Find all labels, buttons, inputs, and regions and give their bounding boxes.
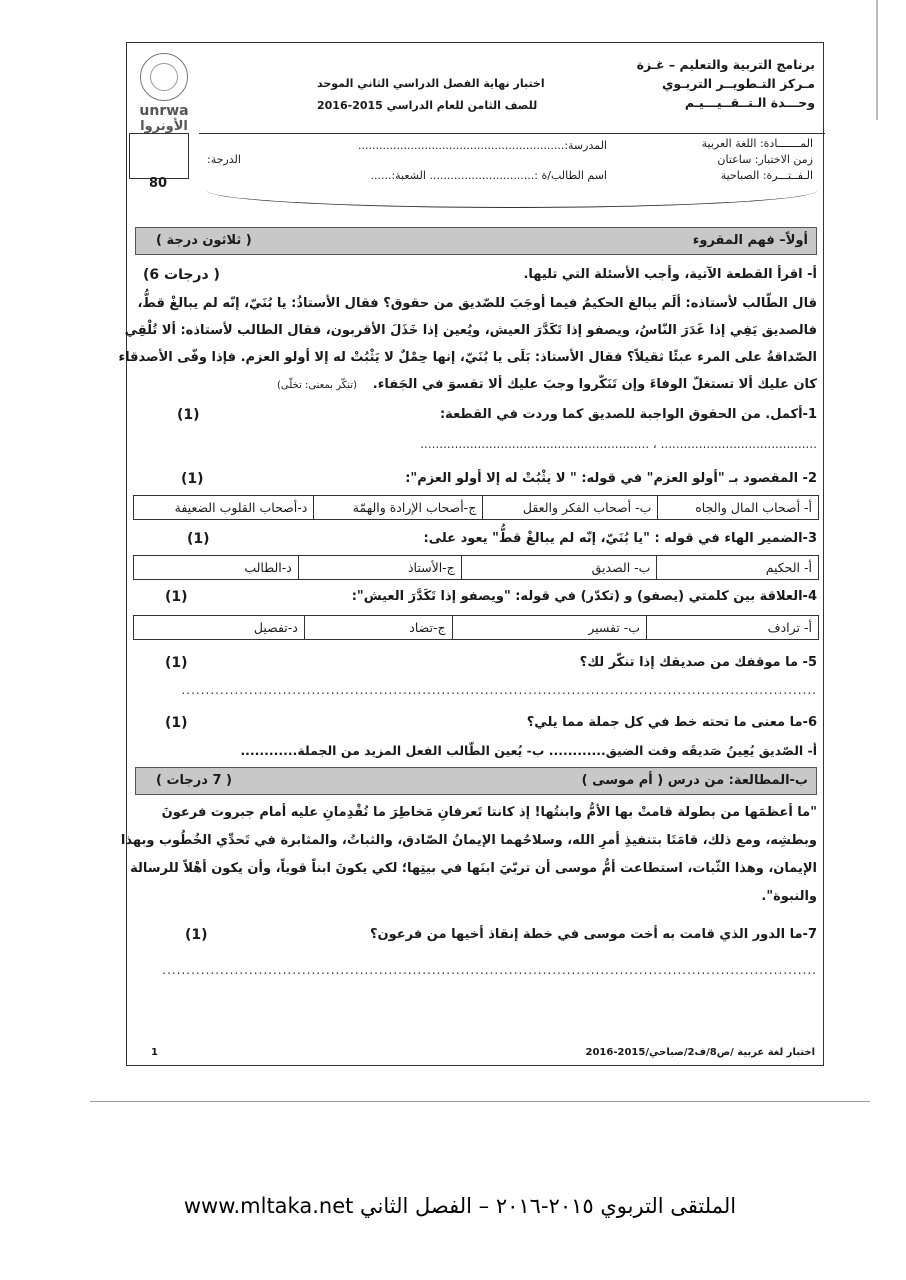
duration-field: زمن الاختبار: ساعتان [717, 153, 813, 166]
question-5: 5- ما موقفك من صديقك إذا تنكّر لك؟ [579, 655, 817, 670]
question-2: 2- المقصود بـ "أولو العزم" في قوله: " لا يثْبُتْ له إلا أولو العزم": [405, 471, 817, 486]
option-a[interactable]: أ- ترادف [647, 616, 819, 640]
site-banner: الملتقى التربوي ٢٠١٥-٢٠١٦ – الفصل الثاني www.mltaka.net [183, 1194, 737, 1218]
question-6-mark: (1) [165, 715, 188, 731]
question-4-options [133, 615, 819, 640]
unit-name: وحـــدة الـتــقــيـــيـم [684, 95, 815, 110]
question-3-options [133, 555, 819, 580]
section-reading-band [135, 767, 817, 795]
passage-line-4: كان عليك ألا تستغلّ الوفاءَ وإن تَنَكّروا وجبَ عليك ألا تقسوَ في الجَفاء. [372, 377, 817, 392]
part-b-points: ( 7 درجات ) [156, 773, 232, 788]
b-passage-line-4: والنبوة". [761, 889, 817, 904]
question-1-answer-line[interactable]: ......................................... ، ............................................................ [420, 437, 817, 451]
passage-line-1: قال الطّالب لأستاذه: ألَم يبالغ الحكيمُ فيما أوجَبَ للصّديق من حقوق؟ فقال الأستاذُ: يا بُنَيّ، إنّه لم يبالغْ قطُّ، [137, 296, 817, 311]
school-field: المدرسة:........................................................... [358, 139, 607, 152]
exam-sheet [118, 42, 824, 1066]
option-b[interactable]: ب- أصحاب الفكر والعقل [483, 496, 658, 520]
option-d[interactable]: د-تفصيل [134, 616, 305, 640]
question-5-answer-line[interactable]: .................................................................................................................................... [181, 683, 817, 697]
part-a-points: (6 درجات ) [143, 267, 220, 283]
question-7: 7-ما الدور الذي قامت به أخت موسى في خطة إنقاذ أخيها من فرعون؟ [370, 927, 817, 942]
option-d[interactable]: د-الطالب [134, 556, 299, 580]
question-4-mark: (1) [165, 589, 188, 605]
section-title: أولاً– فهم المقروء [692, 233, 808, 248]
passage-gloss: (تنكّر بمعنى: تخلّى) [277, 380, 357, 391]
page-number: 1 [151, 1047, 158, 1058]
grade-box [129, 133, 189, 179]
student-name-field: اسم الطالب/ة :.............................. الشعبة:...... [370, 169, 607, 182]
part-b-title: ب-المطالعة: من درس ( أم موسى ) [581, 773, 808, 788]
question-6-sub[interactable]: أ- الصّديق يُعِينُ صَديقَه وقت الضيق............ ب- يُعين الطّالب الفعل المزيد من الجملة............ [240, 743, 817, 758]
option-b[interactable]: ب- الصديق [461, 556, 657, 580]
unrwa-logo [133, 53, 195, 134]
grade-label: الدرجة: [207, 153, 241, 166]
question-2-mark: (1) [181, 471, 204, 487]
question-1-mark: (1) [177, 407, 200, 423]
total-grade: 80 [149, 176, 168, 191]
section-points: ( ثلاثون درجة ) [156, 233, 252, 248]
page-bottom-rule [90, 1101, 870, 1102]
page-footer [127, 1045, 823, 1065]
option-b[interactable]: ب- تفسير [452, 616, 647, 640]
un-emblem-icon [140, 53, 188, 101]
option-a[interactable]: أ- الحكيم [657, 556, 819, 580]
passage-line-3: الصّداقةُ على المرء عبئًا ثقيلاً؟ فقال الأستاذ: بَلَى يا بُنَيّ، إنها حِمْلٌ لا يَثْبُتْ له إلا أولو العزم. فإذا وفّى الأصدقاء [118, 350, 817, 365]
exam-title: اختبار نهاية الفصل الدراسي الثاني الموحد [317, 77, 545, 90]
b-passage-line-3: الإيمان، وهذا الثّبات، استطاعت أمُّ موسى أن تربّيَ ابنَها في بيتِها؛ لكي يكونَ ابناً قوياً، وأن يكون أهْلاً للرسالة [130, 861, 817, 876]
b-passage-line-2: وبطشِه، ومع ذلك، قامَتَا بتنفيذِ أمرِ الله، وسلاحُهما الإيمانُ الصّادق، والثباتُ، والمثابرة في تَحدِّي الخُطُوب وبهذا [120, 833, 817, 848]
question-6: 6-ما معنى ما تحته خط في كل جملة مما يلي؟ [526, 715, 817, 730]
header-divider [199, 133, 825, 134]
exam-header [127, 43, 823, 206]
option-c[interactable]: ج-أصحاب الإرادة والهمّة [314, 496, 483, 520]
question-4: 4-العلاقة بين كلمتي (يصفو) و (تكدّر) في قوله: "ويصفو إذا تَكَدَّرَ العيش": [351, 589, 817, 604]
subject-field: المـــــــادة: اللغة العربية [701, 137, 813, 150]
option-c[interactable]: ج-الأستاذ [298, 556, 461, 580]
question-5-mark: (1) [165, 655, 188, 671]
question-7-answer-line[interactable]: ........................................................................................................................................ [162, 963, 817, 977]
logo-text-ar: الأونروا [140, 119, 188, 134]
footer-code: اختبار لغة عربية /ص8/ف2/صباحي/2015-2016 [585, 1047, 815, 1058]
option-c[interactable]: ج-تضاد [304, 616, 452, 640]
scan-edge-mark [876, 0, 878, 120]
question-2-options [133, 495, 819, 520]
option-a[interactable]: أ- أصحاب المال والجاه [658, 496, 819, 520]
question-3-mark: (1) [187, 531, 210, 547]
section-comprehension-band [135, 227, 817, 255]
question-3: 3-الضمير الهاء في قوله : "يا بُنَيّ، إنّه لم يبالغْ قطُّ" يعود على: [423, 531, 817, 546]
question-7-mark: (1) [185, 927, 208, 943]
logo-text: unrwa [139, 103, 189, 119]
question-1: 1-أكمل. من الحقوق الواجبة للصديق كما وردت في القطعة: [439, 407, 817, 422]
period-field: الـفــتـــرة: الصباحية [720, 169, 813, 182]
part-a-instruction: أ- اقرأ القطعة الآتية، وأجب الأسئلة التي تليها. [523, 267, 817, 282]
center-name: مـركز التـطويــر التربـوي [661, 76, 815, 91]
passage-line-2: فالصديق يَفِي إذا غَدَرَ النّاسُ، ويصفو إذا تَكَدَّرَ العيش، ويُعين إذا خَذَلَ الأقربون، فقال الطالب لأستاذه: ألا تُلْقِي [124, 323, 817, 338]
header-curve [207, 173, 817, 208]
option-d[interactable]: د-أصحاب القلوب الضعيفة [134, 496, 314, 520]
program-name: برنامج التربية والتعليم – غـزة [636, 57, 815, 72]
b-passage-line-1: "ما أعظمَها من بطولة قامتْ بها الأمُّ وابنتُها! إذ كانتا تَعرفانِ مَخاطِرَ ما تُقْدِمانِ عليه أمام جبروت فرعونَ [161, 805, 817, 820]
exam-class: للصف الثامن للعام الدراسي 2015-2016 [317, 99, 538, 112]
